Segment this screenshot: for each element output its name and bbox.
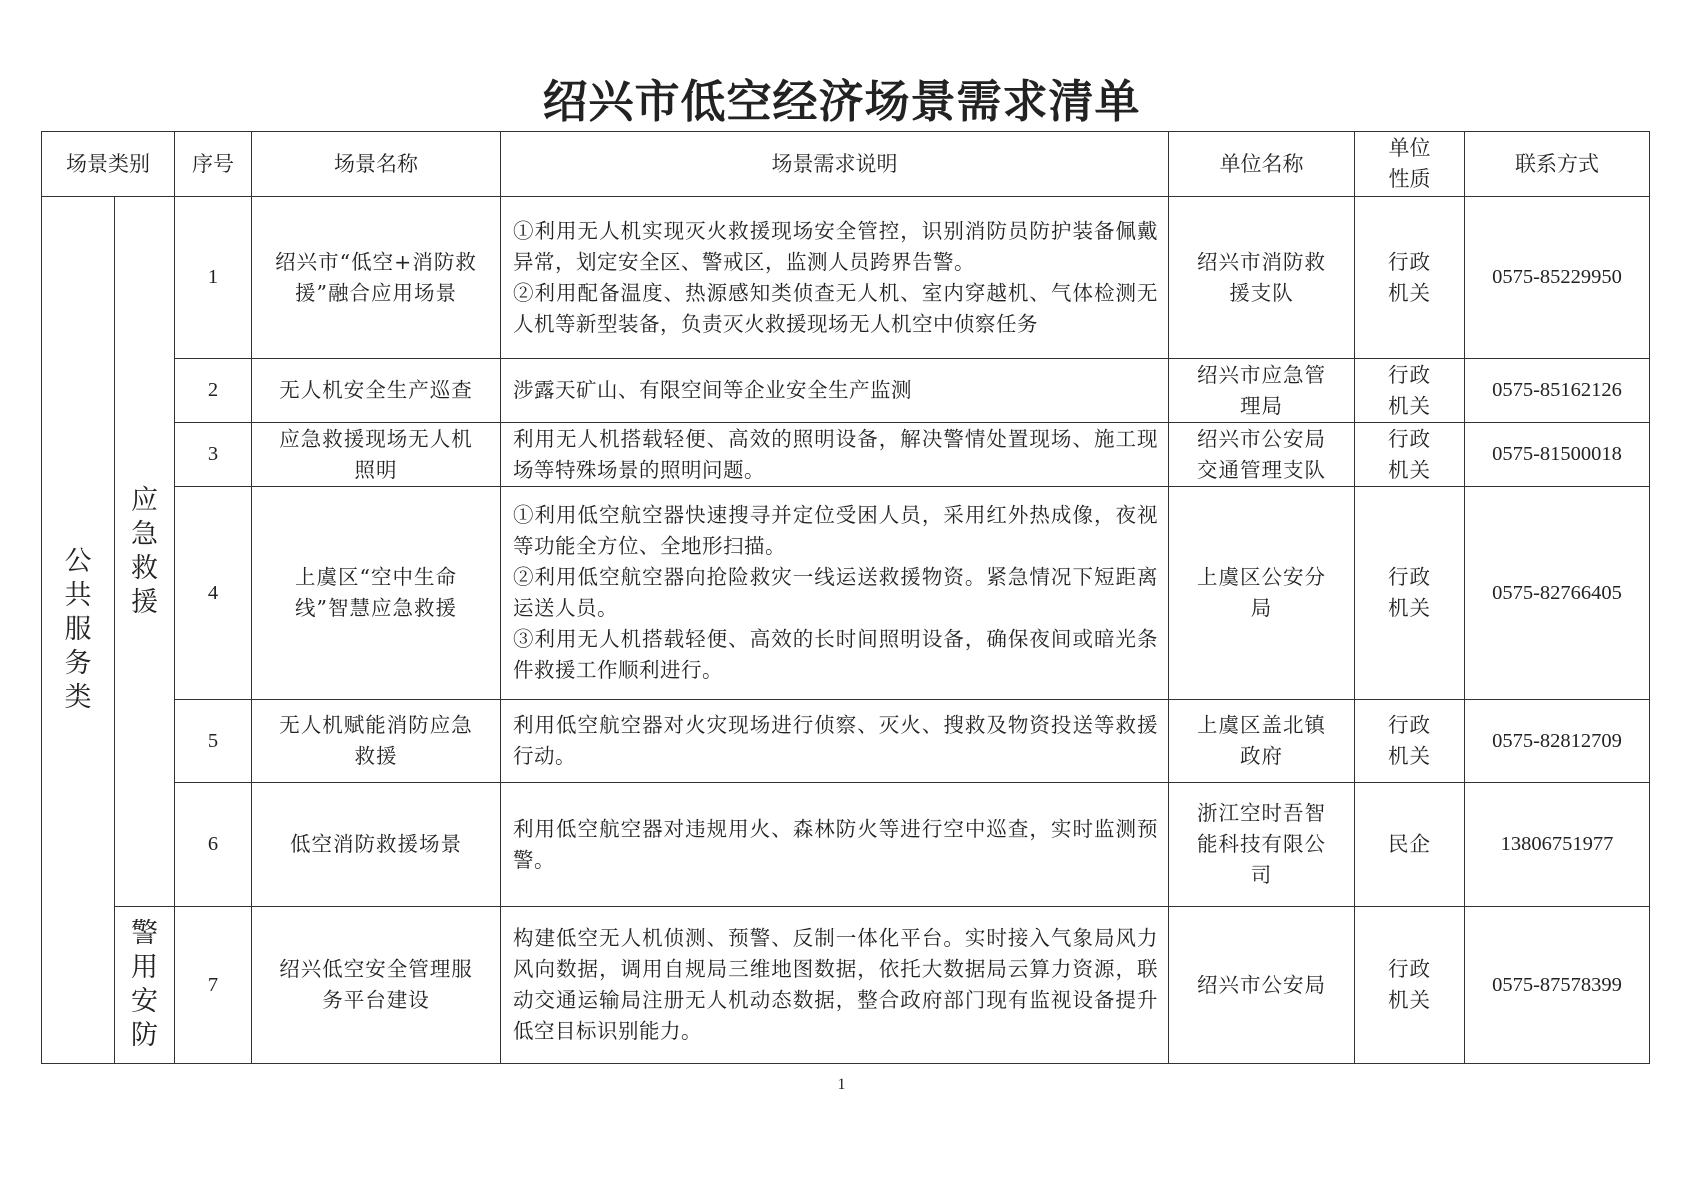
row-index: 4 <box>175 487 252 700</box>
unit-name: 上虞区盖北镇政府 <box>1169 700 1355 783</box>
scenario-table <box>41 131 1650 1064</box>
contact-phone: 0575-87578399 <box>1465 907 1650 1064</box>
scene-description: 利用低空航空器对火灾现场进行侦察、灭火、搜救及物资投送等救援行动。 <box>501 700 1169 783</box>
header-unit: 单位名称 <box>1169 132 1355 197</box>
scene-name: 无人机赋能消防应急救援 <box>252 700 501 783</box>
header-nature: 单位性质 <box>1355 132 1465 197</box>
scene-name: 绍兴市“低空+消防救援”融合应用场景 <box>252 197 501 359</box>
header-index: 序号 <box>175 132 252 197</box>
row-index: 5 <box>175 700 252 783</box>
contact-phone: 0575-81500018 <box>1465 423 1650 487</box>
unit-name: 浙江空时吾智能科技有限公司 <box>1169 783 1355 907</box>
scene-name: 无人机安全生产巡查 <box>252 359 501 423</box>
row-index: 1 <box>175 197 252 359</box>
header-description: 场景需求说明 <box>501 132 1169 197</box>
scene-name: 应急救援现场无人机照明 <box>252 423 501 487</box>
scene-description: 利用低空航空器对违规用火、森林防火等进行空中巡查，实时监测预警。 <box>501 783 1169 907</box>
table-row <box>42 783 1650 907</box>
contact-phone: 0575-82766405 <box>1465 487 1650 700</box>
header-scene-name: 场景名称 <box>252 132 501 197</box>
table-row <box>42 487 1650 700</box>
row-index: 2 <box>175 359 252 423</box>
contact-phone: 0575-82812709 <box>1465 700 1650 783</box>
unit-name: 绍兴市应急管理局 <box>1169 359 1355 423</box>
scene-description: ①利用无人机实现灭火救援现场安全管控，识别消防员防护装备佩戴异常，划定安全区、警戒区，监测人员跨界告警。 ②利用配备温度、热源感知类侦查无人机、室内穿越机、气体检测无人机等新型装备，负责灭火救援现场无人机空中侦察任务 <box>501 197 1169 359</box>
unit-nature: 民企 <box>1355 783 1465 907</box>
contact-phone: 0575-85162126 <box>1465 359 1650 423</box>
unit-name: 绍兴市公安局交通管理支队 <box>1169 423 1355 487</box>
table-row <box>42 907 1650 1064</box>
row-index: 6 <box>175 783 252 907</box>
row-index: 7 <box>175 907 252 1064</box>
unit-name: 上虞区公安分局 <box>1169 487 1355 700</box>
category-public-service: 公共服务类 <box>42 197 115 1064</box>
subcategory-emergency-rescue: 应急救援 <box>115 197 175 907</box>
unit-nature: 行政机关 <box>1355 907 1465 1064</box>
document-title: 绍兴市低空经济场景需求清单 <box>542 75 1141 128</box>
header-contact: 联系方式 <box>1465 132 1650 197</box>
table-row <box>42 700 1650 783</box>
unit-nature: 行政机关 <box>1355 197 1465 359</box>
page-number: 1 <box>837 1076 846 1093</box>
unit-name: 绍兴市消防救援支队 <box>1169 197 1355 359</box>
scene-name: 低空消防救援场景 <box>252 783 501 907</box>
scene-description: 利用无人机搭载轻便、高效的照明设备，解决警情处置现场、施工现场等特殊场景的照明问题。 <box>501 423 1169 487</box>
unit-nature: 行政机关 <box>1355 700 1465 783</box>
table-row <box>42 197 1650 359</box>
table-row <box>42 423 1650 487</box>
row-index: 3 <box>175 423 252 487</box>
unit-name: 绍兴市公安局 <box>1169 907 1355 1064</box>
unit-nature: 行政机关 <box>1355 359 1465 423</box>
scene-name: 绍兴低空安全管理服务平台建设 <box>252 907 501 1064</box>
unit-nature: 行政机关 <box>1355 487 1465 700</box>
header-row <box>42 132 1650 197</box>
subcategory-police-security: 警用安防 <box>115 907 175 1064</box>
scene-description: 构建低空无人机侦测、预警、反制一体化平台。实时接入气象局风力风向数据，调用自规局三维地图数据，依托大数据局云算力资源，联动交通运输局注册无人机动态数据，整合政府部门现有监视设备提升低空目标识别能力。 <box>501 907 1169 1064</box>
table-row <box>42 359 1650 423</box>
contact-phone: 0575-85229950 <box>1465 197 1650 359</box>
unit-nature: 行政机关 <box>1355 423 1465 487</box>
scene-description: ①利用低空航空器快速搜寻并定位受困人员，采用红外热成像，夜视等功能全方位、全地形扫描。 ②利用低空航空器向抢险救灾一线运送救援物资。紧急情况下短距离运送人员。 ③利用无人机搭载轻便、高效的长时间照明设备，确保夜间或暗光条件救援工作顺利进行。 <box>501 487 1169 700</box>
scene-name: 上虞区“空中生命线”智慧应急救援 <box>252 487 501 700</box>
scene-description: 涉露天矿山、有限空间等企业安全生产监测 <box>501 359 1169 423</box>
header-category: 场景类别 <box>42 132 175 197</box>
contact-phone: 13806751977 <box>1465 783 1650 907</box>
